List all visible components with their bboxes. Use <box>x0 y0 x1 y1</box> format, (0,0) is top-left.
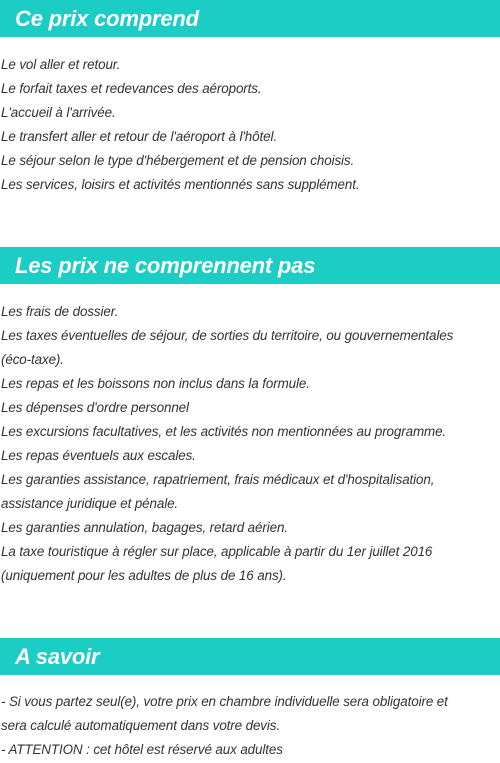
excluded-list <box>0 300 500 588</box>
info-list <box>0 690 500 762</box>
section-included <box>0 0 500 197</box>
section-title-included: Ce prix comprend <box>0 0 500 37</box>
list-item: Les taxes éventuelles de séjour, de sorties du territoire, ou gouvernementales <box>1 328 454 343</box>
list-item: Le transfert aller et retour de l'aéroport à l'hôtel. <box>1 129 277 144</box>
list-item: Les services, loisirs et activités mentionnés sans supplément. <box>1 177 360 192</box>
section-info <box>0 638 500 762</box>
list-item: Les frais de dossier. <box>1 304 119 319</box>
list-item: assistance juridique et pénale. <box>1 496 179 511</box>
list-item: Les excursions facultatives, et les activités non mentionnées au programme. <box>1 424 447 439</box>
list-item: Les repas éventuels aux escales. <box>1 448 196 463</box>
included-list <box>0 53 500 197</box>
list-item: Le forfait taxes et redevances des aéroports. <box>1 81 262 96</box>
list-item: - ATTENTION : cet hôtel est réservé aux adultes <box>1 742 283 757</box>
list-item: Les garanties assistance, rapatriement, frais médicaux et d'hospitalisation, <box>1 472 435 487</box>
section-title-info: A savoir <box>0 638 500 675</box>
list-item: sera calculé automatiquement dans votre devis. <box>1 718 280 733</box>
list-item: (éco-taxe). <box>1 352 64 367</box>
list-item: (uniquement pour les adultes de plus de 16 ans). <box>1 568 287 583</box>
list-item: - Si vous partez seul(e), votre prix en chambre individuelle sera obligatoire et <box>1 694 448 709</box>
list-item: L'accueil à l'arrivée. <box>1 105 116 120</box>
list-item: Les dépenses d'ordre personnel <box>1 400 189 415</box>
list-item: La taxe touristique à régler sur place, applicable à partir du 1er juillet 2016 <box>1 544 433 559</box>
list-item: Les garanties annulation, bagages, retard aérien. <box>1 520 288 535</box>
section-title-excluded: Les prix ne comprennent pas <box>0 247 500 284</box>
list-item: Le séjour selon le type d'hébergement et de pension choisis. <box>1 153 355 168</box>
list-item: Les repas et les boissons non inclus dans la formule. <box>1 376 310 391</box>
list-item: Le vol aller et retour. <box>1 57 121 72</box>
section-excluded <box>0 247 500 588</box>
